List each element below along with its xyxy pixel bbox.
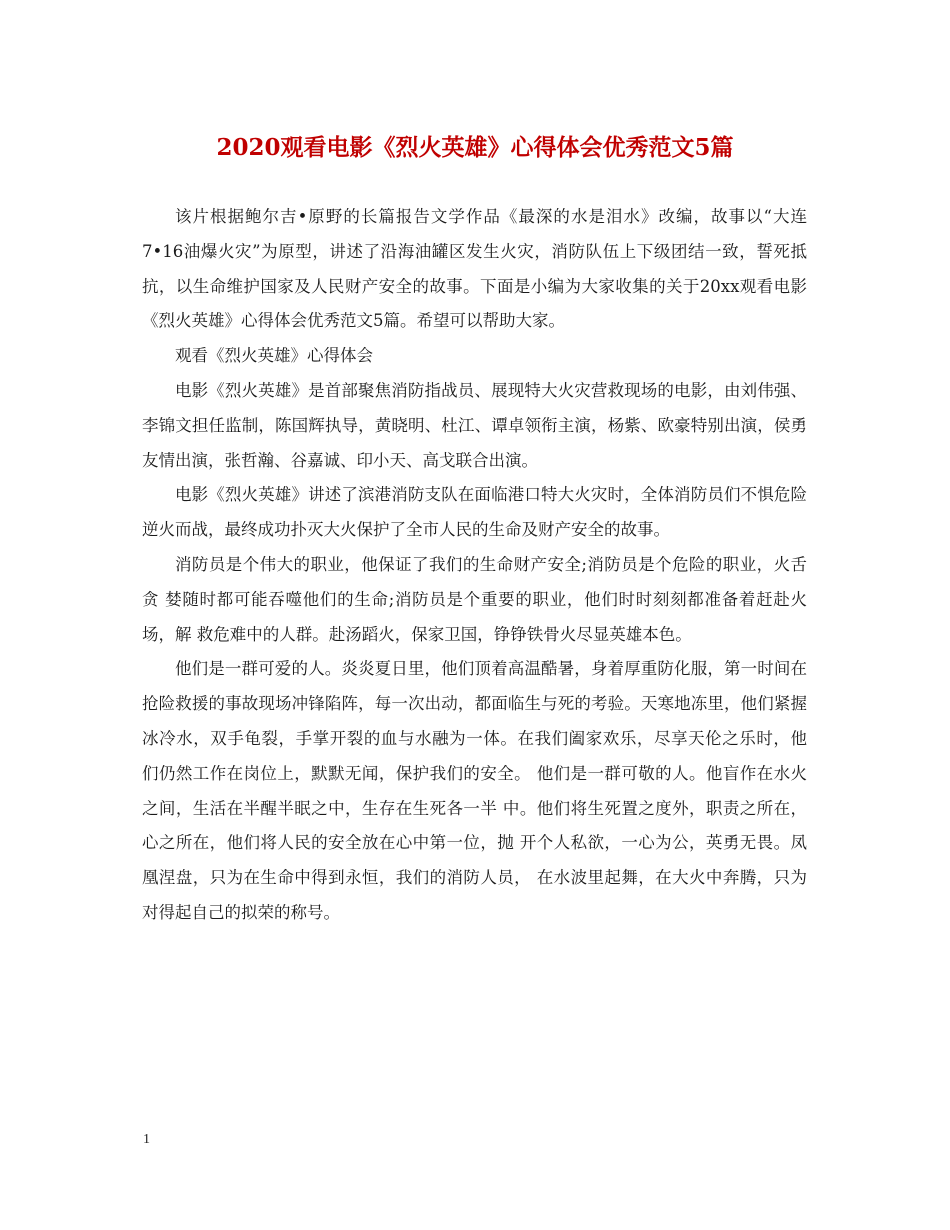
paragraph-plot: 电影《烈火英雄》讲述了滨港消防支队在面临港口特大火灾时，全体消防员们不惧危险 逆火而战，最终成功扑灭大火保护了全市人民的生命及财产安全的故事。 xyxy=(142,485,807,540)
document-title: 2020观看电影《烈火英雄》心得体会优秀范文5篇 xyxy=(216,134,734,161)
document-body xyxy=(142,200,807,931)
paragraph-profession: 消防员是个伟大的职业，他保证了我们的生命财产安全;消防员是个危险的职业，火舌贪 婪随时都可能吞噬他们的生命;消防员是个重要的职业，他们时时刻刻都准备着赶赴火场，解 救危难中的人群。赴汤蹈火，保家卫国，铮铮铁骨火尽显英雄本色。 xyxy=(142,554,807,644)
paragraph-cast: 电影《烈火英雄》是首部聚焦消防指战员、展现特大火灾营救现场的电影，由刘伟强、 李锦文担任监制，陈国辉执导，黄晓明、杜江、谭卓领衔主演，杨紫、欧豪特别出演，侯勇 友情出演，张哲瀚、谷嘉诚、印小天、高戈联合出演。 xyxy=(142,380,807,470)
paragraph-heroes: 他们是一群可爱的人。炎炎夏日里，他们顶着高温酷暑，身着厚重防化服，第一时间在 抢险救援的事故现场冲锋陷阵，每一次出动，都面临生与死的考验。天寒地冻里，他们紧握 冰冷水，双手龟裂，手掌开裂的血与水融为一体。在我们阖家欢乐，尽享天伦之乐时，他 们仍然工作在岗位上，默默无闻，保护我们的安全。 他们是一群可敬的人。他盲作在水火之间，生活在半醒半眠之中，生存在生死各一半 中。他们将生死置之度外，职责之所在，心之所在，他们将人民的安全放在心中第一位，抛 开个人私欲，一心为公，英勇无畏。凤凰涅盘，只为在生命中得到永恒，我们的消防人员， 在水波里起舞，在大火中奔腾，只为对得起自己的拟荣的称号。 xyxy=(142,659,807,922)
paragraph-section-heading: 观看《烈火英雄》心得体会 xyxy=(175,346,373,366)
page-number: 1 xyxy=(143,1132,150,1147)
paragraph-intro: 该片根据鲍尔吉•原野的长篇报告文学作品《最深的水是泪水》改编，故事以“大连7•16油爆火灾”为原型，讲述了沿海油罐区发生火灾，消防队伍上下级团结一致，誓死抵抗，以生命维护国家及人民财产安全的故事。下面是小编为大家收集的关于20xx观看电影《烈火英雄》心得体会优秀范文5篇。希望可以帮助大家。 xyxy=(142,207,807,331)
